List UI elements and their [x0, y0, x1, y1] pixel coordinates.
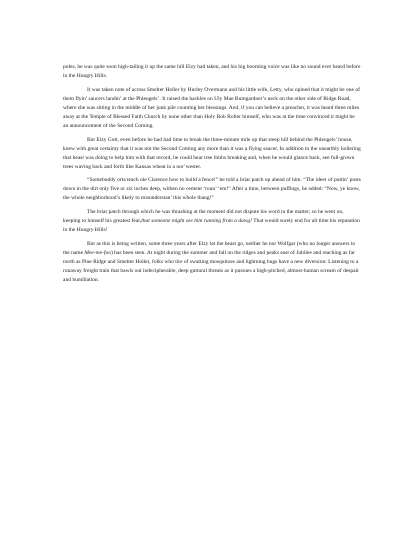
- paragraph-1: [63, 63, 361, 81]
- paragraph-6-italic: Mee-me-foo: [84, 249, 111, 256]
- paragraph-2: [63, 86, 361, 131]
- paragraph-1-text: poles, he was quite soon high-tailing it up the same hill Elzy had taken, and his big booming voice was like no sound ever heard before in the Hungry Hills.: [63, 64, 361, 80]
- paragraph-6: [63, 240, 361, 285]
- paragraph-4-text: “Somebuddy orta teach ole Clarence how to build a fence!” he told a briar patch up ahead of him. “The ideer of puttin’ posts down in the dirt only five or six inches deep, withen no cement ‘roun’ ‘em!” After a time, between puffings, he added: “Now, ye know, the whole neighborhood’s likely to misunderstan’ this whole thang!”: [63, 177, 361, 202]
- paragraph-5-text-b: That would surely end for all time his reputation in the Hungry Hills!: [63, 218, 360, 234]
- paragraph-3: [63, 136, 361, 172]
- paragraph-6-text-b: ) has been seen. At night during the summer and fall on the ridges and peaks east of Jubilee and reaching as far north as Pine Ridge and Smelter Holler, folks who tire of swatting mosquitoes and lightning bugs have a new diversion: Listening to a runaway freight train that bawls out indecipherable, deep guttural threats as it pursues a high-pitched, almost-human scream of despair and humiliation.: [63, 249, 359, 283]
- paragraph-2-text: It was taken note of across Smelter Holler by Hurley Overmann and his little wife, Letty, who opined that it might be one of them flyin’ saucers landin’ at the Phleugels’. It raised the hackles on Uly Mae Bumgardner’s neck on the other side of Ridge Road, where she was sitting in the middle of her junk pile counting her blessings. And, if you can believe a preacher, it was heard three miles away at the Temple of Blessed Faith Church by none other than Holy Bob Roller himself, who was at the time convinced it might be an announcement of the Second Coming.: [63, 86, 360, 129]
- body-text: [63, 63, 361, 285]
- paragraph-5: [63, 208, 361, 235]
- paragraph-3-text: But Elzy Gott, even before he had had time to break the three-minute mile up that steep hill behind the Phleugels’ house, knew with great certainty that it was not the Second Coming any more than it was a flying saucer. In addition to the unearthly hollering that beast was doing to help him with that record, he could hear tree limbs breaking and, when he would glance back, see full-grown trees waving back and forth like Kansas wheat in a nor’wester.: [63, 136, 361, 170]
- paragraph-5-italic: that someone might see him running from a dawg!: [141, 218, 252, 225]
- paragraph-5-text-a: The briar patch through which he was thrashing at the moment did not dispute his word in the matter; so he went on, keeping to himself his greatest fear,: [63, 209, 344, 225]
- paragraph-6-text-a: But as this is being written, some three years after Elzy let the beast go, neither he nor Wolfgar (who no longer answers to the name: [63, 240, 356, 256]
- paragraph-4: [63, 176, 361, 203]
